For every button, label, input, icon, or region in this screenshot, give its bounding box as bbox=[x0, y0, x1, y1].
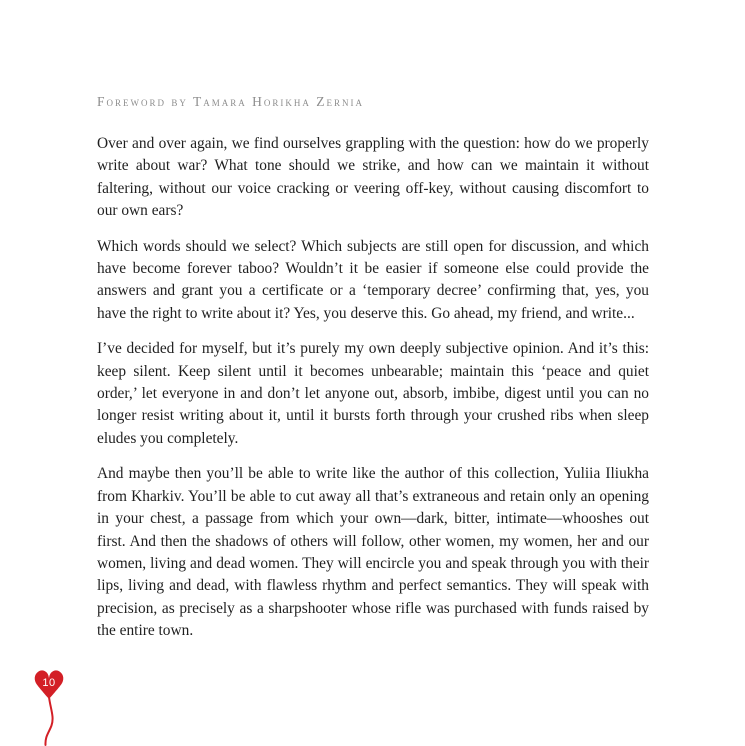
paragraph-2: Which words should we select? Which subjects are still open for discussion, and which have become forever taboo? Wouldn’t it be easier if someone else could provide the answers and grant you a certificate or a ‘temporary decree’ confirming that, yes, you have the right to write about it? Yes, you deserve this. Go ahead, my friend, and write... bbox=[97, 237, 649, 322]
page-marker bbox=[24, 668, 80, 746]
paragraph-4: And maybe then you’ll be able to write like the author of this collection, Yuliia Iliukha from Kharkiv. You’ll be able to cut away all that’s extraneous and retain only an opening in your chest, a passage from which your own—dark, bitter, intimate—whooshes out first. And then the shadows of others will follow, other women, my women, her and our women, living and dead women. They will encircle you and speak through you with their lips, living and dead, with flawless rhythm and perfect semantics. They will speak with precision, as precisely as a sharpshooter whose rifle was purchased with funds raised by the entire town. bbox=[97, 465, 649, 640]
page-number: 10 bbox=[42, 677, 56, 689]
page-content bbox=[97, 94, 649, 643]
foreword-header: Foreword by Tamara Horikha Zernia bbox=[97, 94, 365, 109]
paragraph-3: I’ve decided for myself, but it’s purely my own deeply subjective opinion. And it’s this: keep silent. Keep silent until it becomes unbearable; maintain this ‘peace and quiet order,’ let everyone in and don’t let anyone out, absorb, imbibe, digest until you can no longer resist writing about it, until it bursts forth through your crushed ribs when sleep eludes you completely. bbox=[97, 340, 649, 447]
heart-stem bbox=[45, 697, 52, 745]
paragraph-1: Over and over again, we find ourselves grappling with the question: how do we properly write about war? What tone should we strike, and how can we maintain it without faltering, without our voice cracking or veering off-key, without causing discomfort to our own ears? bbox=[97, 135, 649, 220]
